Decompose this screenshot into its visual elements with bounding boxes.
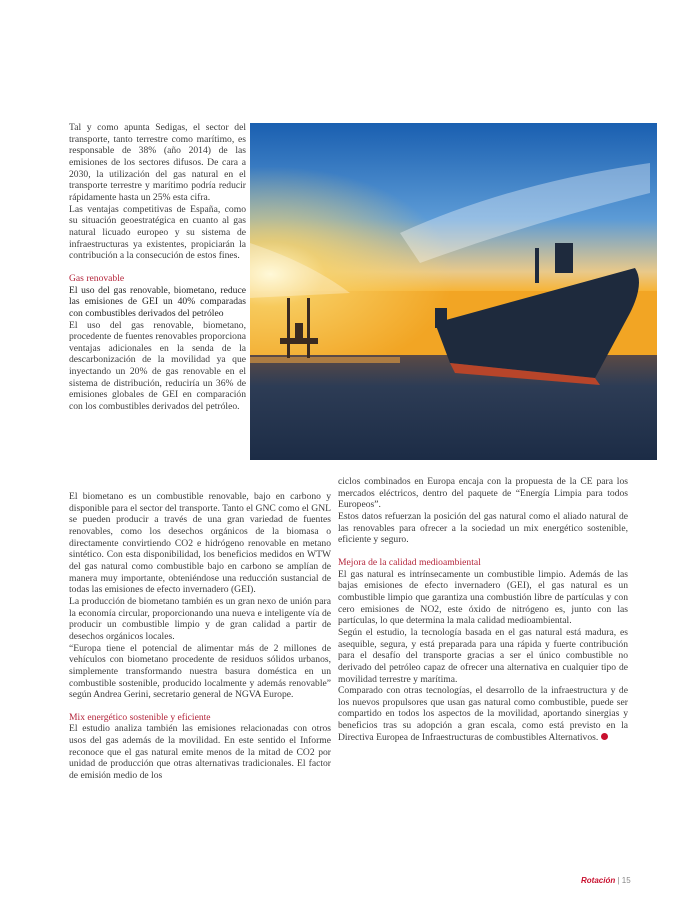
ship-sunset-photo	[250, 123, 657, 460]
paragraph	[338, 685, 628, 743]
page-footer	[581, 876, 631, 885]
separator: |	[617, 876, 620, 885]
paragraph: El uso del gas renovable, biometano, procedente de fuentes renovables proporciona ventajas adicionales en la senda de la descarbonización de la movilidad ya que inyectando un 20% de gas renovable en el sistema de distribución, reduciría un 36% de emisiones globales de GEI en comparación con los combustibles derivados del petróleo.	[69, 319, 246, 413]
section-heading-mix-energetico: Mix energético sostenible y eficiente	[69, 711, 211, 723]
paragraph: El estudio analiza también las emisiones relacionadas con otros usos del gas además de la movilidad. En este sentido el Informe reconoce que el gas natural emite menos de la mitad de CO2 por unidad de producción que otras alternativas tradicionales. El factor de emisión medio de los	[69, 723, 331, 782]
column-2	[69, 491, 331, 782]
page-number: 15	[621, 876, 631, 885]
paragraph: ciclos combinados en Europa encaja con la propuesta de la CE para los mercados eléctricos, dentro del paquete de “Energía Limpia para todos Europeos”.	[338, 476, 628, 511]
paragraph: Estos datos refuerzan la posición del gas natural como el aliado natural de las renovables para ofrecer a la sociedad un mix energético sostenible, eficiente y seguro.	[338, 510, 628, 546]
lead-paragraph: El uso del gas renovable, biometano, reduce las emisiones de GEI un 40% comparadas con combustibles derivados del petróleo	[69, 284, 246, 319]
paragraph-text: Comparado con otras tecnologías, el desarrollo de la infraestructura y de los nuevos propulsores que usan gas natural como combustible, puede ser compartido en todos los aspectos de la movilidad, aportando sinergias y beneficios tras su adopción a gran escala, como está previsto en la Directiva Europea de Infraestructuras de combustibles Alternativos.	[338, 685, 628, 743]
paragraph: El biometano es un combustible renovable, bajo en carbono y disponible para el sector del transporte. Tanto el GNC como el GNL se pueden producir a través de una gran variedad de fuentes renovables, como los desechos orgánicos de la biomasa o directamente convirtiendo CO2 e hidrógeno renovable en metano sintético. Con esta disponibilidad, los beneficios medidos en WTW del gas natural como combustible bajo en carbono se amplían de manera muy importante, obteniéndose una reducción sustancial de todas las emisiones de efecto invernadero (GEI).	[69, 491, 331, 596]
section-heading-gas-renovable: Gas renovable	[69, 272, 125, 284]
end-mark-icon	[601, 733, 608, 740]
paragraph: El gas natural es intrínsecamente un combustible limpio. Además de las bajas emisiones de efecto invernadero (GEI), el gas natural es un combustible limpio que garantiza una combustión libre de partículas y con cero emisiones de NO2, este óxido de nitrógeno es, junto con las partículas, lo que determina la mala calidad medioambiental.	[338, 568, 628, 627]
column-3	[338, 476, 628, 743]
paragraph: Según el estudio, la tecnología basada en el gas natural está madura, es asequible, segura, y está preparada para una rápida y fuerte contribución para el desafío del transporte gracias a ser el único combustible no derivado del petróleo capaz de ofrecer una alternativa en cualquier tipo de movilidad terrestre y marítima.	[338, 626, 628, 685]
section-heading-calidad-medioambiental: Mejora de la calidad medioambiental	[338, 556, 481, 568]
column-1	[69, 122, 246, 413]
paragraph: Las ventajas competitivas de España, como su situación geoestratégica en cuanto al gas natural licuado europeo y su sistema de infraestructuras ya existentes, propiciarán la contribución a la consecución de estos fines.	[69, 203, 246, 262]
magazine-name: Rotación	[581, 876, 616, 885]
paragraph: La producción de biometano también es un gran nexo de unión para la economía circular, proporcionando una nueva e inteligente vía de producir un combustible limpio y de gran calidad a partir de desechos orgánicos locales.	[69, 595, 331, 642]
paragraph: “Europa tiene el potencial de alimentar más de 2 millones de vehículos con biometano procedente de residuos sólidos urbanos, simplemente transformando nuestra basura doméstica en un combustible sostenible, producido localmente y además renovable” según Andrea Gerini, secretario general de NGVA Europe.	[69, 642, 331, 701]
paragraph: Tal y como apunta Sedigas, el sector del transporte, tanto terrestre como marítimo, es responsable de 38% (año 2014) de las emisiones de los sectores difusos. De cara a 2030, la utilización del gas natural en el transporte terrestre y marítimo podría reducir rápidamente hasta un 25% esta cifra.	[69, 122, 246, 203]
